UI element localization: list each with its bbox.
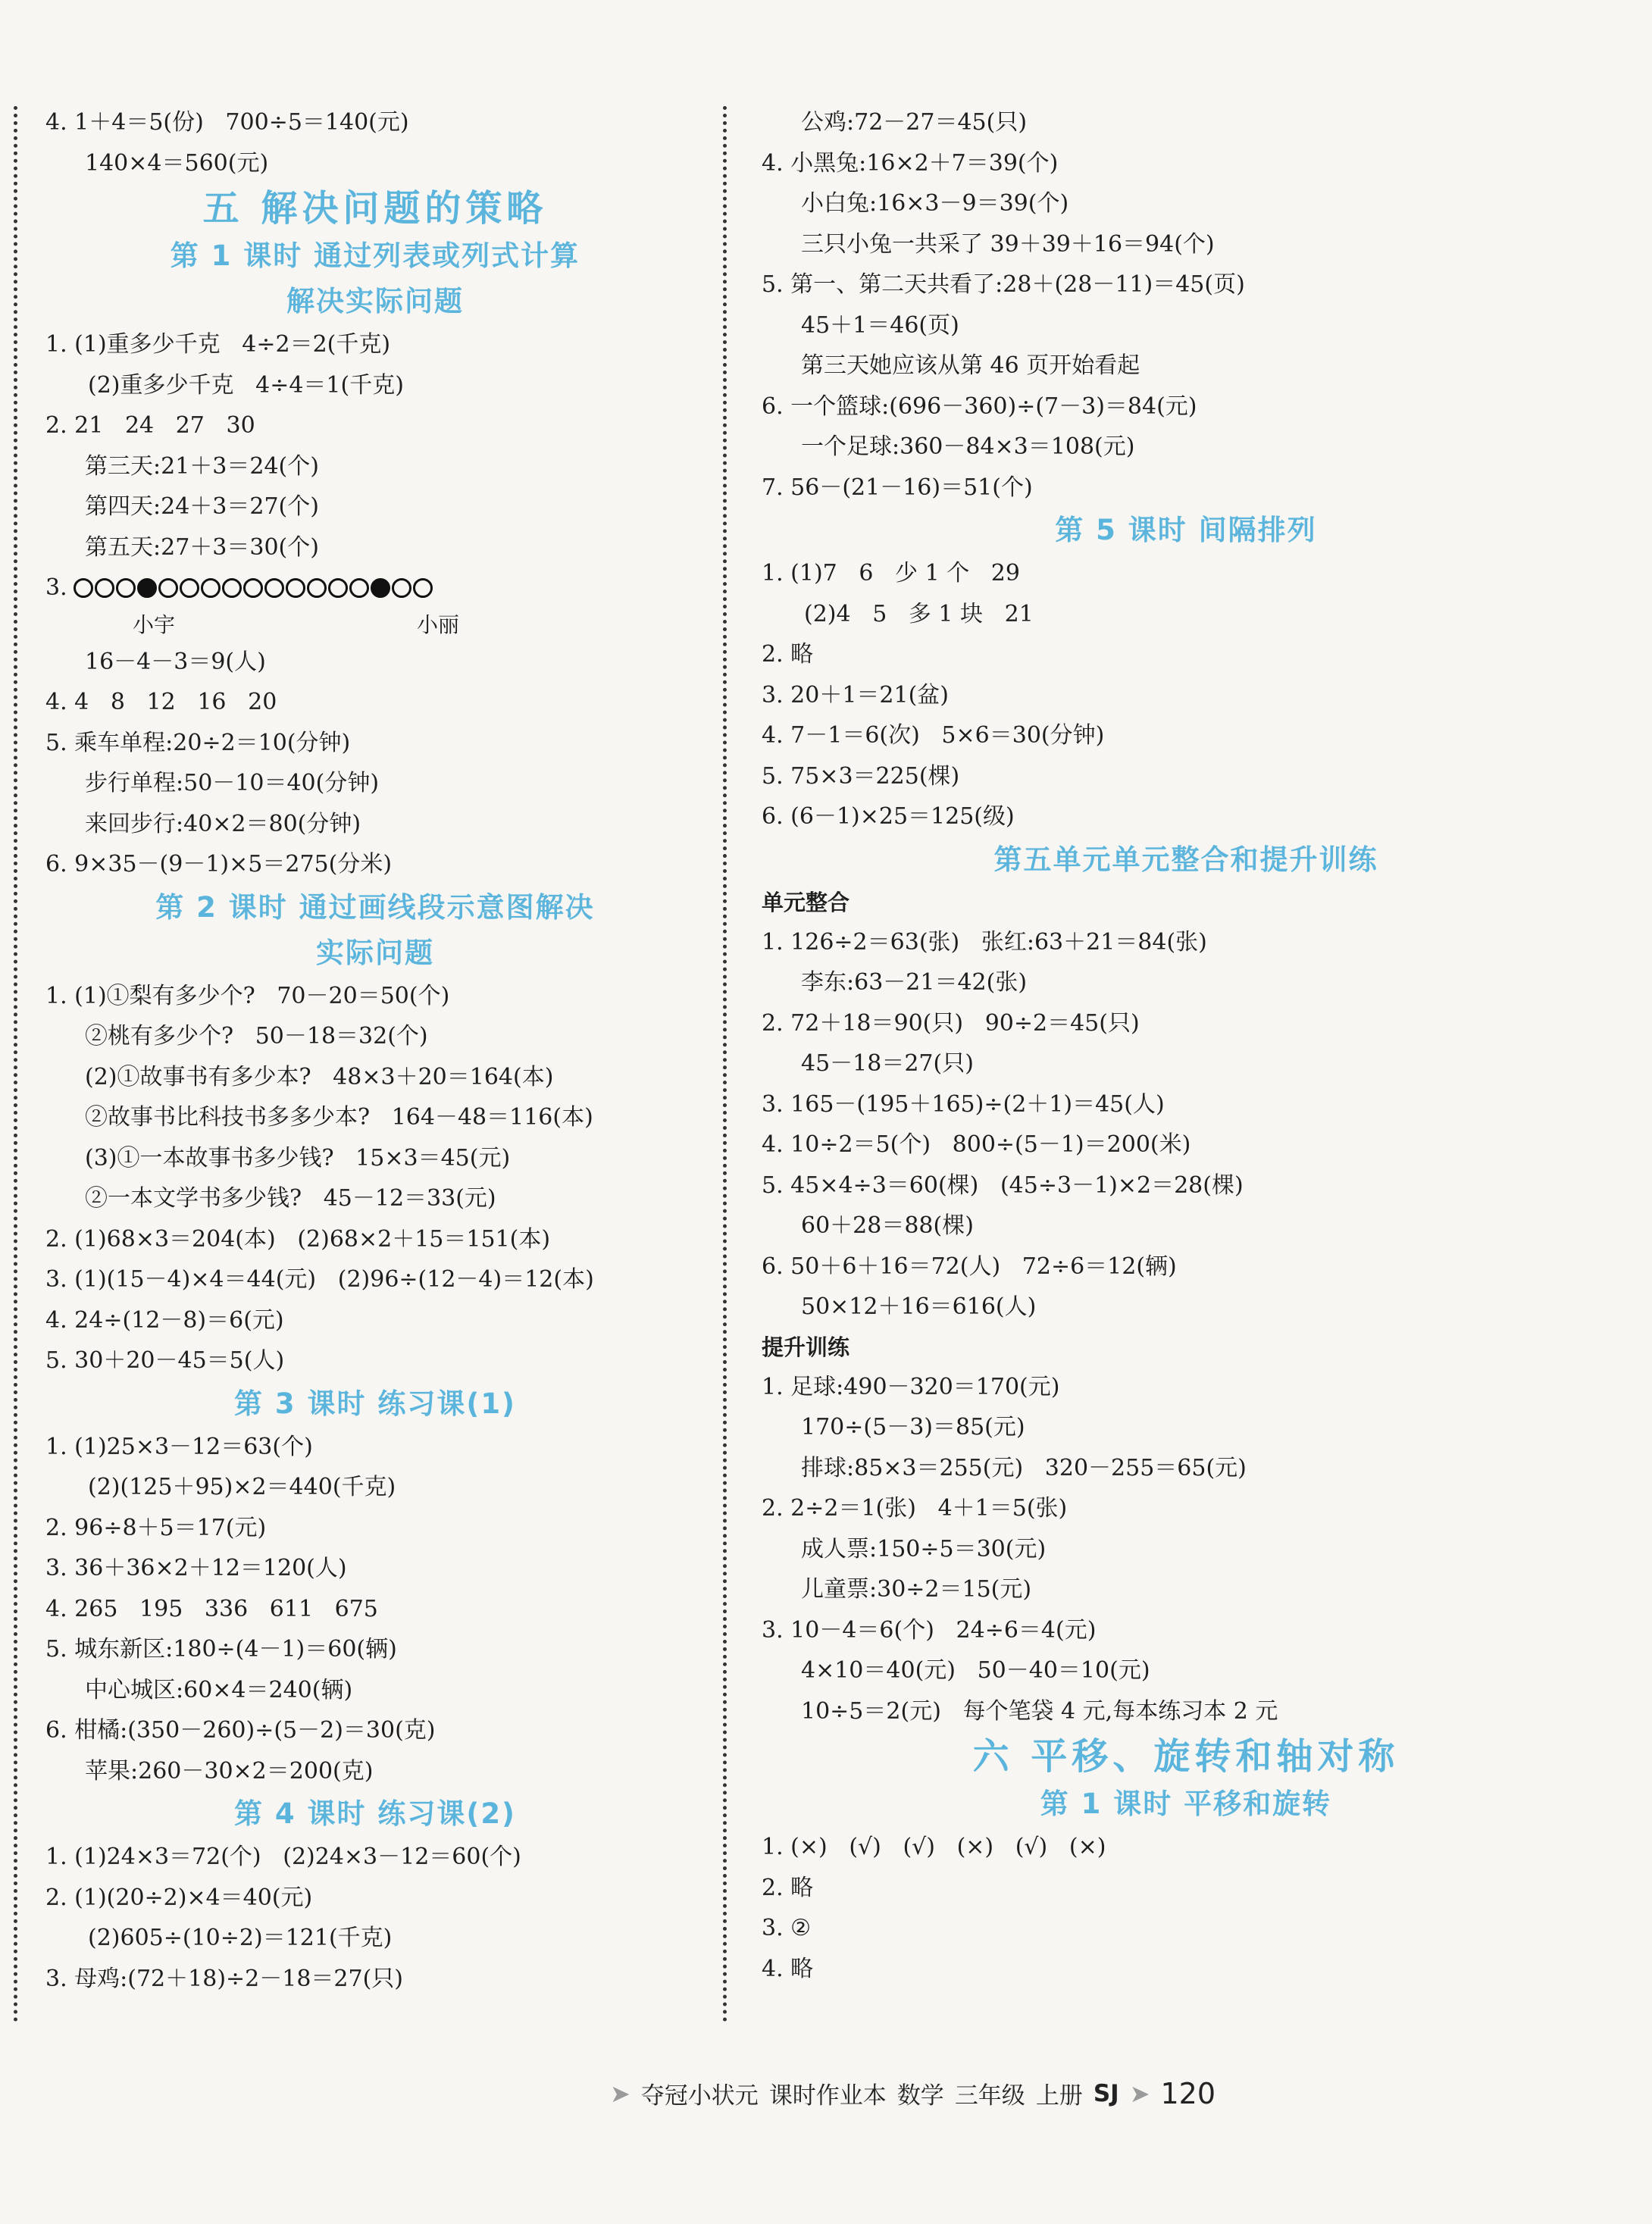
empty-circle-icon: [116, 578, 136, 598]
section-subheading: 单元整合: [762, 889, 850, 915]
answer-line: 4. 265 195 336 611 675: [45, 1595, 378, 1622]
answer-line: 2. (1)(20÷2)×4＝40(元): [45, 1884, 313, 1911]
arrow-right-icon: ➤: [1129, 2079, 1150, 2108]
answer-line: 3. 20＋1＝21(盆): [762, 681, 950, 708]
filled-circle-icon: [371, 578, 390, 598]
answer-line: ②一本文学书多少钱? 45－12＝33(元): [85, 1185, 496, 1212]
answer-line: 第四天:24＋3＝27(个): [85, 493, 319, 520]
left-binding-dots: [14, 106, 17, 2023]
answer-line: (2)605÷(10÷2)＝121(千克): [88, 1925, 393, 1951]
answer-line: 3. ②: [762, 1915, 812, 1941]
answer-line: 2. 略: [762, 1874, 814, 1901]
answer-line: 第五天:27＋3＝30(个): [85, 533, 319, 561]
bead-label: 小宇: [133, 612, 176, 637]
answer-line: 4×10＝40(元) 50－40＝10(元): [801, 1657, 1150, 1684]
empty-circle-icon: [349, 578, 369, 598]
page-number: 120: [1160, 2076, 1216, 2110]
empty-circle-icon: [158, 578, 178, 598]
footer-brand: 夺冠小状元: [640, 2082, 759, 2110]
answer-line: 苹果:260－30×2＝200(克): [85, 1757, 374, 1785]
answer-line: 4. 1＋4＝5(份) 700÷5＝140(元): [45, 109, 409, 136]
lesson-heading: 第五单元单元整合和提升训练: [993, 843, 1378, 876]
answer-line: 5. 75×3＝225(棵): [762, 762, 960, 790]
answer-line: 5. 30＋20－45＝5(人): [45, 1347, 285, 1374]
page-footer: [610, 2076, 1216, 2110]
answer-line: 140×4＝560(元): [85, 149, 269, 177]
answer-line: 中心城区:60×4＝240(辆): [85, 1676, 353, 1703]
answer-line: 2. 96÷8＋5＝17(元): [45, 1514, 267, 1541]
lesson-heading: 解决实际问题: [286, 285, 464, 317]
answer-line: ②桃有多少个? 50－18＝32(个): [85, 1023, 428, 1049]
answer-line: 6. 50＋6＋16＝72(人) 72÷6＝12(辆): [762, 1253, 1177, 1280]
answer-line: 3. 36＋36×2＋12＝120(人): [45, 1555, 347, 1581]
answer-line: 3. 10－4＝6(个) 24÷6＝4(元): [762, 1616, 1097, 1644]
unit-heading: 五 解决问题的策略: [202, 187, 548, 230]
answer-line: (2)①故事书有多少本? 48×3＋20＝164(本): [85, 1063, 554, 1090]
bead-diagram: [45, 568, 705, 642]
lesson-heading: 第 3 课时 练习课(1): [234, 1387, 516, 1420]
answer-line: 1. 足球:490－320＝170(元): [762, 1373, 1060, 1400]
arrow-right-icon: ➤: [610, 2079, 630, 2108]
answer-line: 1. (×) (√) (√) (×) (√) (×): [762, 1834, 1106, 1860]
empty-circle-icon: [74, 578, 93, 598]
answer-line: (2)(125＋95)×2＝440(千克): [88, 1474, 396, 1500]
bead-label: 小丽: [417, 612, 460, 637]
section-subheading: 提升训练: [762, 1334, 850, 1360]
answer-line: 1. 126÷2＝63(张) 张红:63＋21＝84(张): [762, 928, 1207, 956]
answer-line: ②故事书比科技书多多少本? 164－48＝116(本): [85, 1104, 593, 1131]
lesson-heading: 实际问题: [316, 936, 434, 969]
lesson-heading: 第 1 课时 通过列表或列式计算: [170, 239, 580, 272]
footer-grade: 三年级: [954, 2082, 1025, 2110]
unit-heading: 六 平移、旋转和轴对称: [972, 1735, 1400, 1778]
answer-line: 李东:63－21＝42(张): [801, 969, 1028, 996]
empty-circle-icon: [413, 578, 433, 598]
answer-line: 第三天她应该从第 46 页开始看起: [801, 352, 1140, 379]
answer-line: 成人票:150÷5＝30(元): [801, 1535, 1047, 1562]
answer-line: 10÷5＝2(元) 每个笔袋 4 元,每本练习本 2 元: [801, 1697, 1278, 1725]
answer-line: 45＋1＝46(页): [801, 311, 959, 339]
answer-line: 3. 母鸡:(72＋18)÷2－18＝27(只): [45, 1965, 404, 1992]
footer-subject: 数学: [896, 2082, 944, 2110]
answer-line: 1. (1)25×3－12＝63(个): [45, 1433, 313, 1460]
answer-line: 1. (1)7 6 少 1 个 29: [762, 560, 1020, 586]
answer-line: 2. 略: [762, 641, 814, 668]
answer-line: 来回步行:40×2＝80(分钟): [85, 810, 361, 837]
footer-edition: SJ: [1093, 2079, 1119, 2107]
answer-line: 16－4－3＝9(人): [85, 648, 266, 675]
answer-line: 公鸡:72－27＝45(只): [801, 109, 1028, 136]
answer-line: 60＋28＝88(棵): [801, 1212, 974, 1239]
answer-line: 45－18＝27(只): [801, 1050, 974, 1077]
footer-volume: 上册: [1035, 2082, 1083, 2110]
answer-line: 6. 一个篮球:(696－360)÷(7－3)＝84(元): [762, 393, 1197, 420]
answer-line: 步行单程:50－10＝40(分钟): [85, 770, 380, 796]
answer-line: 6. 9×35－(9－1)×5＝275(分米): [45, 851, 393, 877]
footer-series: 课时作业本: [768, 2082, 887, 2110]
answer-line: (2)4 5 多 1 块 21: [804, 600, 1034, 627]
answer-line: 1. (1)①梨有多少个? 70－20＝50(个): [45, 982, 450, 1009]
answer-line: 170÷(5－3)＝85(元): [801, 1414, 1025, 1440]
answer-line: 2. 21 24 27 30: [45, 412, 255, 439]
center-binding-dots: [723, 106, 727, 2023]
item-number: 3.: [45, 574, 67, 601]
lesson-heading: 第 2 课时 通过画线段示意图解决: [155, 890, 595, 924]
answer-line: 3. (1)(15－4)×4＝44(元) (2)96÷(12－4)＝12(本): [45, 1266, 594, 1293]
answer-line: 6. (6－1)×25＝125(级): [762, 803, 1015, 830]
answer-line: 5. 城东新区:180÷(4－1)＝60(辆): [45, 1636, 397, 1663]
answer-line: 2. 2÷2＝1(张) 4＋1＝5(张): [762, 1495, 1068, 1522]
answer-line: 4. 7－1＝6(次) 5×6＝30(分钟): [762, 722, 1105, 749]
empty-circle-icon: [286, 578, 305, 598]
answer-line: 4. 10÷2＝5(个) 800÷(5－1)＝200(米): [762, 1131, 1191, 1158]
empty-circle-icon: [180, 578, 199, 598]
lesson-heading: 第 4 课时 练习课(2): [234, 1797, 516, 1830]
answer-line: 排球:85×3＝255(元) 320－255＝65(元): [801, 1454, 1247, 1481]
empty-circle-icon: [201, 578, 221, 598]
answer-line: 儿童票:30÷2＝15(元): [801, 1576, 1032, 1603]
answer-line: 1. (1)重多少千克 4÷2＝2(千克): [45, 331, 391, 358]
answer-line: 小白兔:16×3－9＝39(个): [801, 190, 1069, 217]
left-column: [45, 102, 705, 1999]
answer-line: 5. 乘车单程:20÷2＝10(分钟): [45, 729, 351, 756]
answer-line: 2. (1)68×3＝204(本) (2)68×2＋15＝151(本): [45, 1225, 551, 1253]
answer-line: 6. 柑橘:(350－260)÷(5－2)＝30(克): [45, 1717, 436, 1744]
empty-circle-icon: [307, 578, 327, 598]
lesson-heading: 第 5 课时 间隔排列: [1055, 514, 1317, 546]
answer-line: 4. 小黑兔:16×2＋7＝39(个): [762, 149, 1059, 177]
answer-line: 50×12＋16＝616(人): [801, 1293, 1037, 1320]
empty-circle-icon: [222, 578, 242, 598]
empty-circle-icon: [328, 578, 348, 598]
answer-line: 4. 24÷(12－8)＝6(元): [45, 1306, 284, 1334]
empty-circle-icon: [95, 578, 114, 598]
answer-line: 3. 165－(195＋165)÷(2＋1)＝45(人): [762, 1090, 1165, 1118]
lesson-heading: 第 1 课时 平移和旋转: [1040, 1788, 1332, 1820]
answer-line: 1. (1)24×3＝72(个) (2)24×3－12＝60(个): [45, 1844, 521, 1870]
empty-circle-icon: [243, 578, 263, 598]
answer-line: (3)①一本故事书多少钱? 15×3＝45(元): [85, 1144, 511, 1171]
right-column: [762, 102, 1610, 1989]
answer-line: 5. 45×4÷3＝60(棵) (45÷3－1)×2＝28(棵): [762, 1171, 1244, 1199]
answer-line: 第三天:21＋3＝24(个): [85, 452, 319, 480]
answer-line: 4. 略: [762, 1955, 814, 1982]
filled-circle-icon: [137, 578, 157, 598]
answer-line: 4. 4 8 12 16 20: [45, 689, 277, 715]
answer-line: 2. 72＋18＝90(只) 90÷2＝45(只): [762, 1009, 1140, 1037]
answer-line: 5. 第一、第二天共看了:28＋(28－11)＝45(页): [762, 271, 1245, 298]
empty-circle-icon: [264, 578, 284, 598]
empty-circle-icon: [392, 578, 411, 598]
answer-line: 一个足球:360－84×3＝108(元): [801, 433, 1135, 460]
answer-line: 7. 56－(21－16)＝51(个): [762, 474, 1033, 501]
answer-line: (2)重多少千克 4÷4＝1(千克): [88, 371, 404, 399]
answer-line: 三只小兔一共采了 39＋39＋16＝94(个): [801, 230, 1215, 258]
